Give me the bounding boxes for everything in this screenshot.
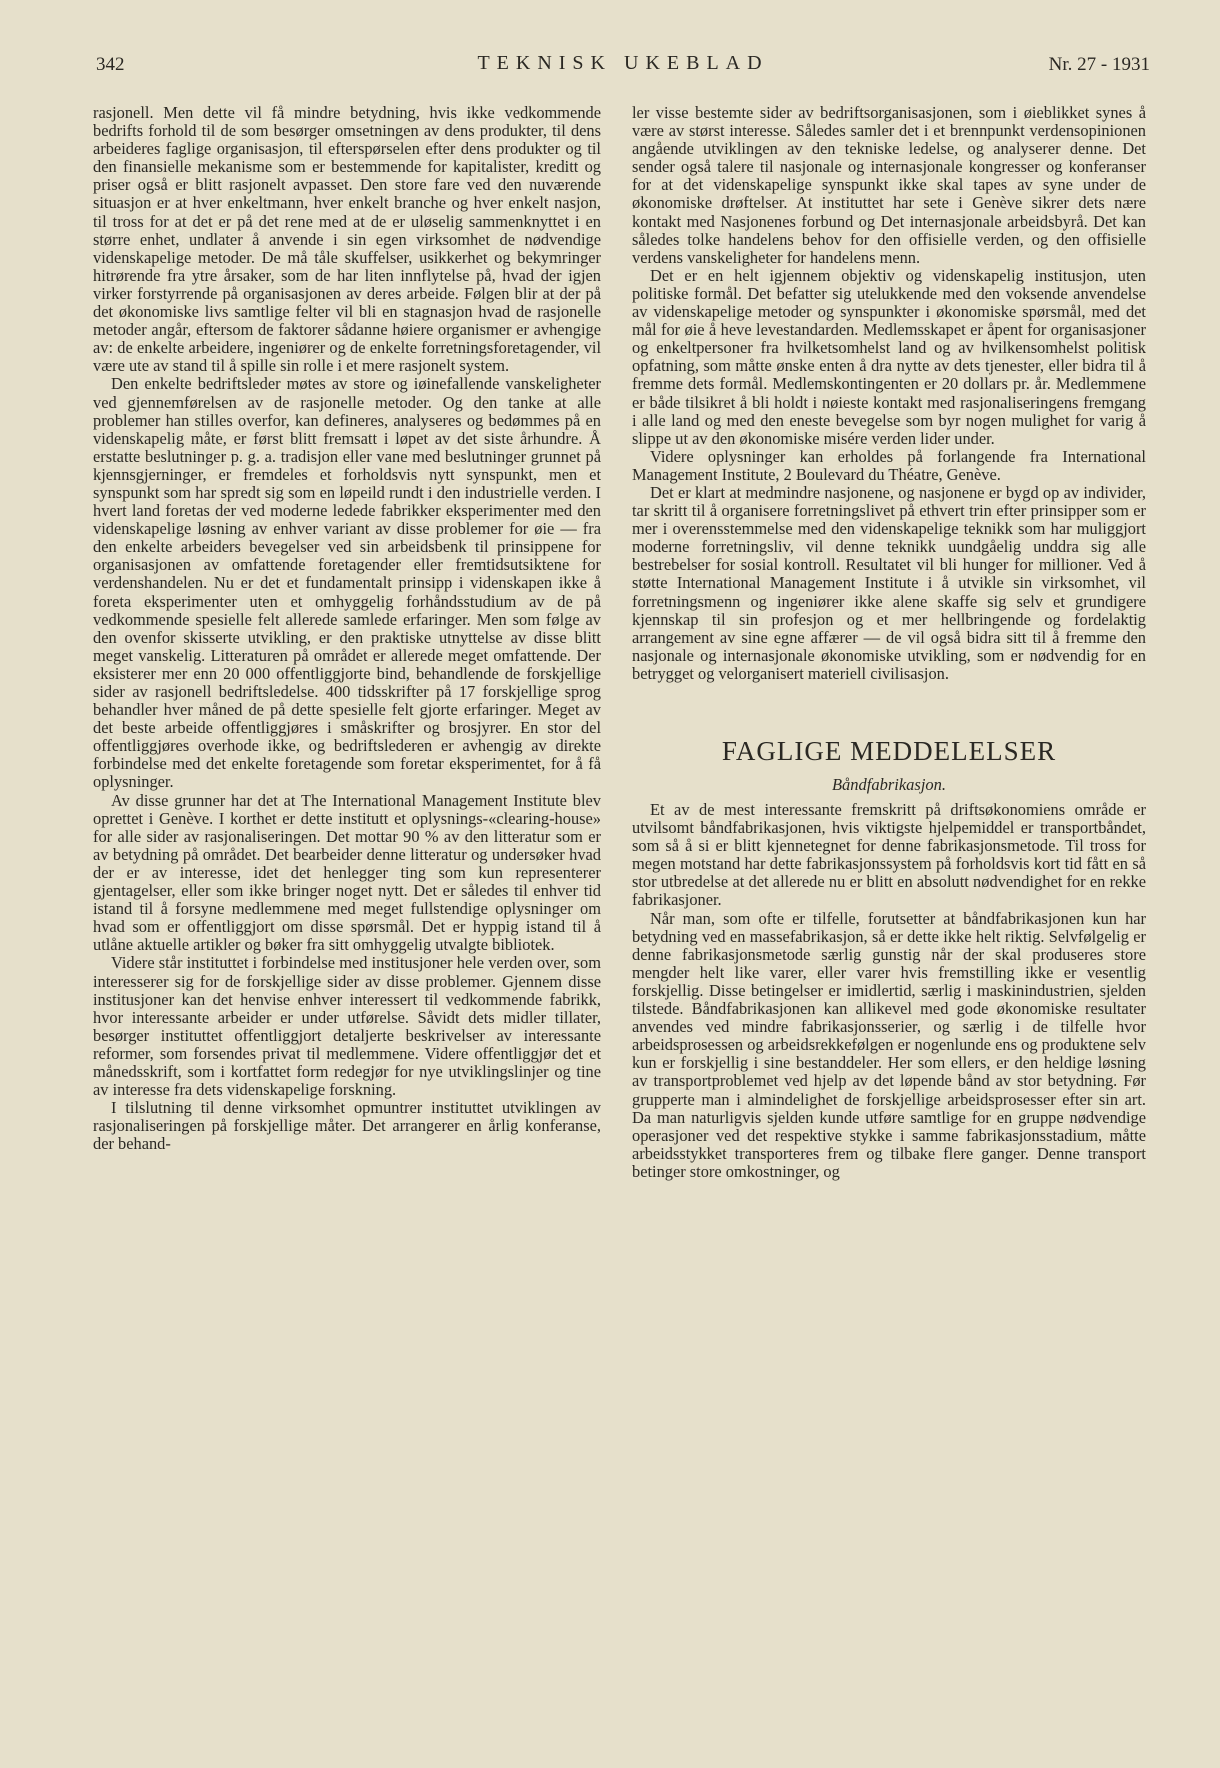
right-column <box>632 104 1146 1181</box>
journal-title: TEKNISK UKEBLAD <box>477 52 769 74</box>
page-number: 342 <box>96 54 125 75</box>
paragraph: Et av de mest interessante fremskritt på driftsøkonomiens område er utvilsomt båndfabrikasjonen, hvis viktigste hjelpemiddel er transportbåndet, som så å si er blitt kjennetegnet for denne fabrikasjonsmetode. Til tross for megen motstand har dette fabrikasjonssystem på forholdsvis kort tid fått en så stor utbredelse at det allerede nu er blitt en absolutt nødvendighet for en rekke fabrikasjoner. <box>632 800 1146 910</box>
paragraph: Det er en helt igjennem objektiv og videnskapelig institusjon, uten politiske formål. Det befatter sig utelukkende med den voksende anvendelse av videnskapelige metoder og synspunkter i økonomiske spørsmål, med det mål for øie å heve levestandarden. Medlemsskapet er åpent for organisasjoner og enkeltpersoner fra hvilketsomhelst land og av hvilkensomhelst politisk opfatning, som måtte ønske enten å dra nytte av dets tjenester, eller bidra til å fremme dets formål. Medlemskontingenten er 20 dollars pr. år. Medlemmene er både tilsikret å bli holdt i nøieste kontakt med rasjonaliseringens fremgang i alle land og med den eneste bevegelse som byr nogen mulighet for varig å slippe ut av den økonomiske misére verden lider under. <box>632 265 1146 448</box>
section-title: FAGLIGE MEDDELELSER <box>721 736 1057 766</box>
paragraph: rasjonell. Men dette vil få mindre betydning, hvis ikke vedkommende bedrifts forhold til de som besørger omsetningen av dens produkter, til dens arbeideres faglige organisasjon, til efterspørselen efter dens produkter og til den finansielle mekanisme som er bestemmende for kapitalister, kreditt og priser også er blitt rasjonelt avpasset. Den store fare ved den nuværende situasjon er at hver enkeltmann, hver enkelt branche og hver enkelt nasjon, til tross for at det er på det rene med at de er uløselig sammenknyttet i en større enhet, undlater å anvende i sin egen virksomhet de nødvendige videnskapelige metoder. De må tåle skuffelser, usikkerhet og bekymringer hitrørende fra ytre årsaker, som de har liten innflytelse på, hvad der igjen virker forstyrrende på organisasjonen av deres arbeide. Følgen blir at der på det økonomiske livs samtlige felter vil bli en stagnasjon hvad de rasjonelle metoder angår, eftersom de faktorer sådanne høiere organismer er avhengige av: de enkelte arbeidere, ingeniører og de enkelte forretningsforetagender, vil være ute av stand til å spille sin rolle i et mere rasjonelt system. <box>93 103 601 376</box>
paragraph: ler visse bestemte sider av bedriftsorganisasjonen, som i øieblikket synes å være av størst interesse. Således samler det i et brennpunkt verdensopinionen angående utviklingen av den tekniske ledelse, og analyserer denne. Det sender også talere til nasjonale og internasjonale kongresser og konferanser for at det videnskapelige synspunkt ikke skal tapes av syne under de økonomiske drøftelser. At instituttet har sete i Genève sikrer dets nære kontakt med Nasjonenes forbund og Det internasjonale arbeidsbyrå. Det kan således tolke handelens behov for den offisielle verden, og den offisielle verdens vanskeligheter for handelens menn. <box>632 103 1146 267</box>
paragraph: Den enkelte bedriftsleder møtes av store og iøinefallende vanskeligheter ved gjennemførelsen av de rasjonelle metoder. Og den tanke at alle problemer han stilles overfor, kan defineres, analyseres og bedømmes på en videnskapelig måte, er først blitt fremsatt i løpet av det siste århundre. Å erstatte beslutninger p. g. a. tradisjon eller vane med beslutninger grunnet på kjennsgjerninger, er fremdeles et forholdsvis nytt synspunkt, men et synspunkt som har spredt sig som en løpeild rundt i den industrielle verden. I hvert land foretas der ved moderne ledede fabrikker eksperimenter med den videnskapelige løsning av enhver variant av disse problemer for øie — fra den enkelte arbeiders bevegelser ved sin arbeidsbenk til prinsippene for organisasjonen av omfattende foretagender eller fremtidsutsiktene for verdenshandelen. Nu er det et fundamentalt prinsipp i videnskapen ikke å foreta eksperimenter uten et omhyggelig forhåndsstudium av de på vedkommende spesielle felt allerede samlede erfaringer. Men som følge av den ovenfor skisserte utvikling, er den praktiske utnyttelse av disse blitt meget vanskelig. Litteraturen på området er allerede meget omfattende. Der eksisterer mer enn 20 000 offentliggjorte bind, behandlende de forskjellige sider av rasjonell bedriftsledelse. 400 tidsskrifter på 17 forskjellige sprog behandler hver måned de på dette spesielle felt gjorte erfaringer. Meget av det beste arbeide offentliggjøres i småskrifter og brosjyrer. En stor del offentliggjøres overhode ikke, og bedriftslederen er avhengig av direkte forbindelse med det enkelte foretagende som foretar eksperimentet, for å få oplysninger. <box>93 374 601 792</box>
paragraph: Av disse grunner har det at The International Management Institute blev oprettet i Genève. I korthet er dette institutt et oplysnings-«clearing-house» for alle sider av rasjonaliseringen. Det mottar 90 % av den litteratur som er av betydning på området. Det bearbeider denne litteratur og undersøker hvad der er av interesse, idet det henlegger ting som kun representerer gjentagelser, eller som ikke bringer noget nytt. Det er således til enhver tid istand til å forsyne medlemmene med meget fullstendige oplysninger om hvad som er offentliggjort om disse spørsmål. Det er hyppig istand til å utlåne aktuelle artikler og bøker fra sitt omhyggelig utvalgte bibliotek. <box>93 790 601 955</box>
paragraph: Videre oplysninger kan erholdes på forlangende fra International Management Institute, 2 Boulevard du Théatre, Genève. <box>632 446 1146 484</box>
subsection-title: Båndfabrikasjon. <box>831 775 947 794</box>
paragraph: Videre står instituttet i forbindelse med institusjoner hele verden over, som interesserer sig for de forskjellige sider av disse problemer. Gjennem disse institusjoner kan det henvise enhver interessert til vedkommende fabrikk, hvor interessante arbeider er under utførelse. Såvidt dets midler tillater, besørger instituttet offentliggjort detaljerte beskrivelser av interessante reformer, som forsendes privat til medlemmene. Videre offentliggjør det et månedsskrift, som i kortfattet form redegjør for nye utviklingslinjer og tine av interesse fra dets videnskapelige forskning. <box>93 953 601 1100</box>
left-column <box>93 104 601 1153</box>
paragraph: I tilslutning til denne virksomhet opmuntrer instituttet utviklingen av rasjonaliseringen på forskjellige måter. Det arrangerer en årlig konferanse, der behand- <box>93 1098 601 1154</box>
paragraph: Det er klart at medmindre nasjonene, og nasjonene er bygd op av individer, tar skritt til å organisere forretningslivet på ethvert trin efter prinsipper som er mer i overensstemmelse med den videnskapelige teknikk som har muliggjort moderne forretningsliv, vil denne teknikk uundgåelig unddra sig alle bestrebelser for sosial kontroll. Resultatet vil bli hunger for millioner. Ved å støtte International Management Institute i å utvikle sin virksomhet, vil forretningsmenn og ingeniører ikke alene skaffe sig selv et grundigere kjennskap til sin profesjon og et mer hellbringende og fordelaktig arrangement av sine egne affærer — de vil også bidra sitt til å fremme den nasjonale og internasjonale økonomiske utvikling, som er nødvendig for en betrygget og velorganisert materiell civilisasjon. <box>632 482 1146 683</box>
page-header <box>96 50 1150 80</box>
paragraph: Når man, som ofte er tilfelle, forutsetter at båndfabrikasjonen kun har betydning ved en massefabrikasjon, så er dette ikke helt riktig. Selvfølgelig er denne fabrikasjonsmetode særlig gunstig når der skal produseres store mengder helt like varer, eller varer hvis fremstilling ikke er vesentlig forskjellig. Disse betingelser er imidlertid, særlig i maskinindustrien, sjelden tilstede. Båndfabrikasjonen kan allikevel med gode økonomiske resultater anvendes ved mindre fabrikasjonsserier, og særlig i de tilfelle hvor arbeidsprosessen og arbeidsrekkefølgen er nogenlunde ens og produktene selv kun er forskjellig i sine bestanddeler. Her som ellers, er den heldige løsning av transportproblemet ved hjelp av det løpende bånd av stor betydning. Før grupperte man i almindelighet de forskjellige arbeidsprosesser efter sin art. Da man naturligvis sjelden kunde utføre samtlige for en gruppe nødvendige operasjoner ved det respektive stykke i samme fabrikasjonsstadium, måtte arbeidsstykket transporteres frem og tilbake flere ganger. Denne transport betinger store omkostninger, og <box>632 908 1146 1181</box>
issue-label: Nr. 27 - 1931 <box>1048 54 1150 75</box>
